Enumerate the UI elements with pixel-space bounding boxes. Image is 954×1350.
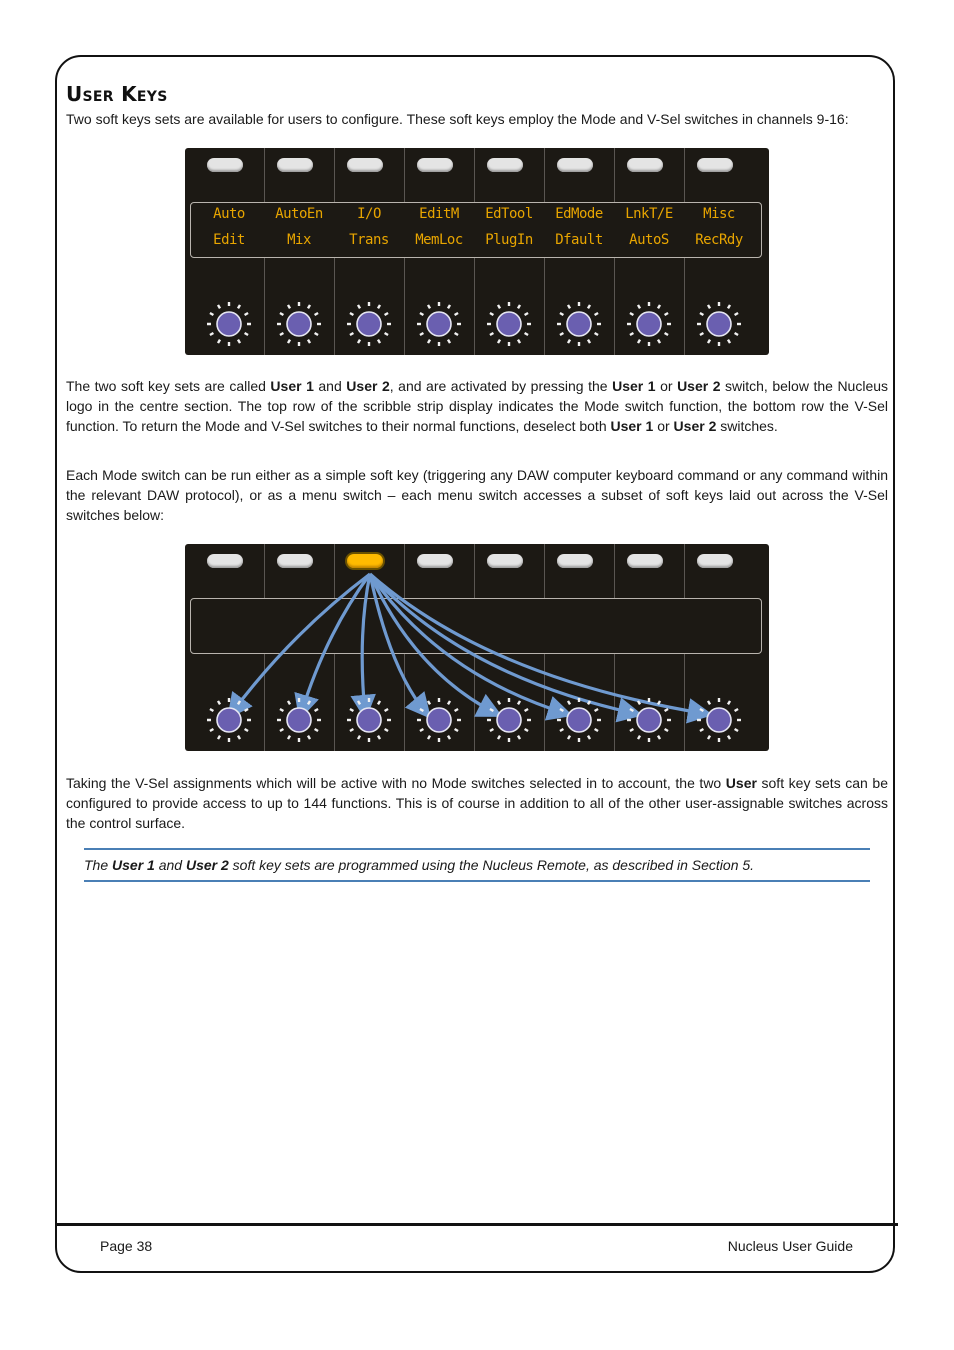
mode-switch-15[interactable] [627, 158, 663, 172]
vsel-knob-icon [205, 696, 253, 744]
scribble-bottom-label: PlugIn [485, 232, 533, 248]
vsel-switch-14[interactable] [555, 300, 603, 348]
vsel-switch-15[interactable] [625, 300, 673, 348]
vsel-switch-13[interactable] [485, 696, 533, 744]
scribble-bottom-label: MemLoc [415, 232, 463, 248]
mode-switch-9[interactable] [207, 158, 243, 172]
vsel-knob-icon [205, 300, 253, 348]
scribble-top-label: AutoEn [275, 206, 323, 222]
vsel-switch-16[interactable] [695, 696, 743, 744]
vsel-switch-9[interactable] [205, 300, 253, 348]
soft-keys-panel-1 [185, 148, 769, 355]
scribble-top-label: Misc [703, 206, 735, 222]
mode-switch-10[interactable] [277, 158, 313, 172]
vsel-knob-icon [275, 696, 323, 744]
scribble-top-label: EdMode [555, 206, 603, 222]
mode-switch-12[interactable] [417, 554, 453, 568]
scribble-bottom-label: AutoS [629, 232, 669, 248]
scribble-bottom-label: Trans [349, 232, 389, 248]
scribble-top-label: I/O [357, 206, 381, 222]
functions-paragraph: Taking the V-Sel assignments which will be active with no Mode switches selected in to account, the two User soft key sets can be configured to provide access to up to 144 functions. This is of course in addition to all of the other user-assignable switches across the control surface. [66, 775, 888, 831]
vsel-knob-icon [415, 696, 463, 744]
page-number: Page 38 [100, 1238, 153, 1254]
mode-switch-16[interactable] [697, 158, 733, 172]
vsel-knob-icon [625, 696, 673, 744]
mode-switch-10[interactable] [277, 554, 313, 568]
mode-switch-11[interactable] [347, 158, 383, 172]
vsel-knob-icon [555, 300, 603, 348]
vsel-switch-15[interactable] [625, 696, 673, 744]
guide-title: Nucleus User Guide [727, 1238, 853, 1254]
note-box [84, 848, 870, 882]
vsel-switch-11[interactable] [345, 300, 393, 348]
mode-switch-9[interactable] [207, 554, 243, 568]
scribble-bottom-label: Mix [287, 232, 311, 248]
mode-switch-paragraph: Each Mode switch can be run either as a simple soft key (triggering any DAW computer keyboard command or any command within the relevant DAW protocol), or as a menu switch – each menu switch accesses a subset of soft keys laid out across the V-Sel switches below: [66, 467, 888, 523]
vsel-knob-icon [415, 300, 463, 348]
vsel-switch-16[interactable] [695, 300, 743, 348]
scribble-top-label: LnkT/E [625, 206, 673, 222]
vsel-knob-icon [555, 696, 603, 744]
vsel-knob-icon [625, 300, 673, 348]
vsel-knob-icon [345, 696, 393, 744]
vsel-knob-icon [695, 300, 743, 348]
note-text: The User 1 and User 2 soft key sets are programmed using the Nucleus Remote, as described in Section 5. [84, 857, 755, 873]
scribble-strip-blank [190, 598, 762, 654]
soft-keys-panel-2 [185, 544, 769, 751]
mode-switch-12[interactable] [417, 158, 453, 172]
section-title: User Keys [66, 82, 168, 106]
mode-switch-13[interactable] [487, 158, 523, 172]
vsel-switch-9[interactable] [205, 696, 253, 744]
vsel-switch-12[interactable] [415, 300, 463, 348]
vsel-switch-12[interactable] [415, 696, 463, 744]
vsel-knob-icon [695, 696, 743, 744]
mode-switch-14[interactable] [557, 158, 593, 172]
vsel-knob-icon [485, 696, 533, 744]
scribble-top-label: EdTool [485, 206, 533, 222]
user-sets-paragraph: The two soft key sets are called User 1 and User 2, and are activated by pressing the User 1 or User 2 switch, below the Nucleus logo in the centre section. The top row of the scribble strip display indicates the Mode switch function, the bottom row the V-Sel function. To return the Mode and V-Sel switches to their normal functions, deselect both User 1 or User 2 switches. [66, 378, 889, 434]
vsel-knob-icon [485, 300, 533, 348]
mode-switch-13[interactable] [487, 554, 523, 568]
scribble-top-label: EditM [419, 206, 459, 222]
vsel-switch-14[interactable] [555, 696, 603, 744]
scribble-bottom-label: RecRdy [695, 232, 743, 248]
vsel-knob-icon [275, 300, 323, 348]
mode-switch-11[interactable] [347, 554, 383, 568]
vsel-knob-icon [345, 300, 393, 348]
intro-paragraph: Two soft keys sets are available for users to configure. These soft keys employ the Mode and V-Sel switches in channels 9-16: [66, 111, 849, 127]
vsel-switch-10[interactable] [275, 300, 323, 348]
scribble-bottom-label: Dfault [555, 232, 603, 248]
footer-rule [55, 1223, 898, 1226]
scribble-top-label: Auto [213, 206, 245, 222]
vsel-switch-10[interactable] [275, 696, 323, 744]
vsel-switch-13[interactable] [485, 300, 533, 348]
mode-switch-14[interactable] [557, 554, 593, 568]
mode-switch-16[interactable] [697, 554, 733, 568]
vsel-switch-11[interactable] [345, 696, 393, 744]
mode-switch-15[interactable] [627, 554, 663, 568]
scribble-bottom-label: Edit [213, 232, 245, 248]
